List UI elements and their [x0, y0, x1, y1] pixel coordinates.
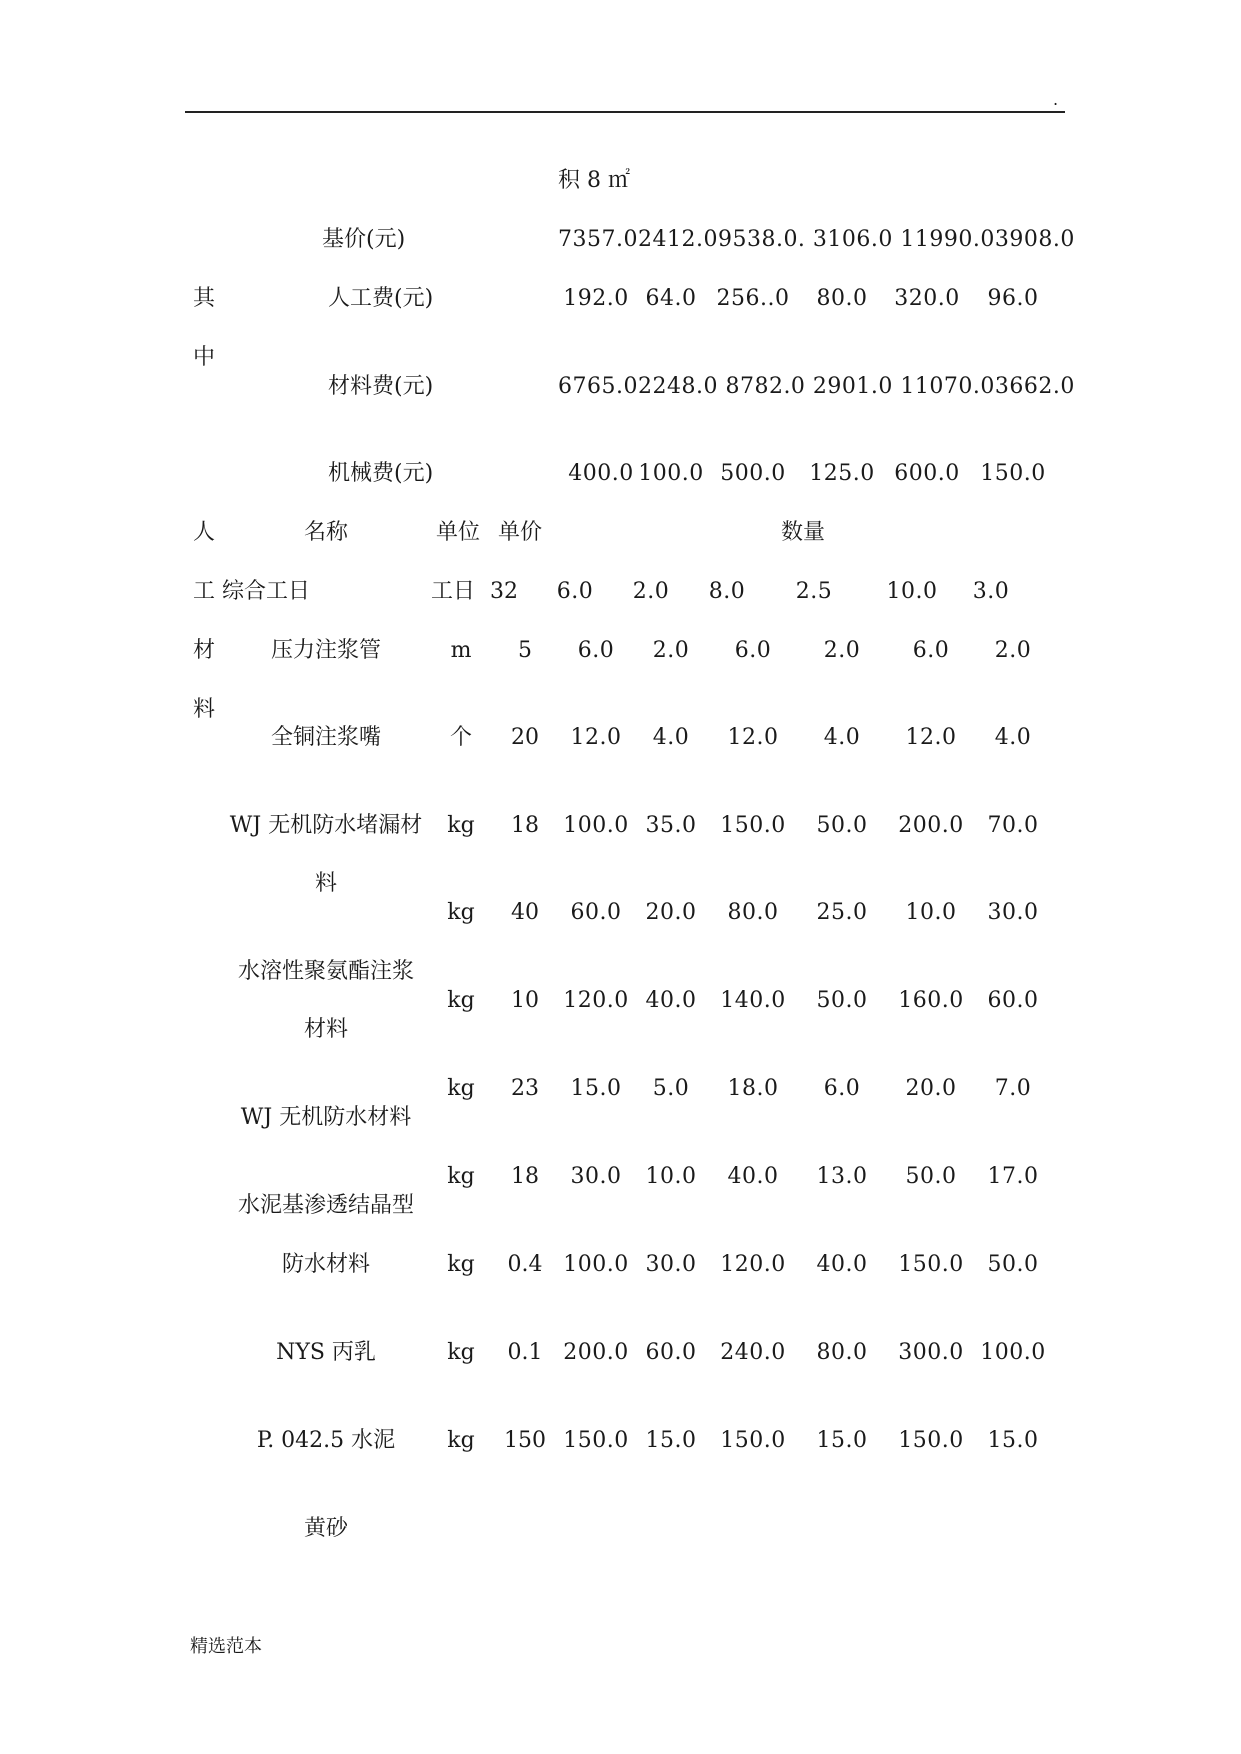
material-name: WJ 无机防水堵漏材: [229, 813, 423, 838]
gong-char: 工: [193, 579, 216, 604]
machine-cost-value: 100.0: [638, 461, 704, 486]
material-value: 4.0: [994, 725, 1032, 750]
base-price-label: 基价(元): [322, 227, 406, 252]
labor-cost-value: 80.0: [816, 286, 868, 311]
material-value: 200.0: [898, 813, 964, 838]
material-price: 0.1: [507, 1340, 543, 1365]
material-name-cont: 材料: [303, 1017, 349, 1042]
machine-cost-value: 600.0: [894, 461, 960, 486]
labor-row-value: 10.0: [886, 579, 938, 604]
material-value: 30.0: [645, 1252, 697, 1277]
labor-row-value: 2.0: [632, 579, 670, 604]
material-price: 5: [518, 638, 532, 663]
material-value: 150.0: [898, 1252, 964, 1277]
labor-row-unit: 工日: [431, 579, 476, 604]
material-value: 60.0: [645, 1340, 697, 1365]
material-value: 12.0: [905, 725, 957, 750]
material-name: WJ 无机防水材料: [240, 1105, 412, 1130]
material-unit: kg: [447, 900, 475, 925]
column-header-price: 单价: [498, 520, 543, 545]
labor-row-value: 3.0: [972, 579, 1010, 604]
material-value: 17.0: [987, 1164, 1039, 1189]
base-price-values: 7357.02412.09538.0. 3106.0 11990.03908.0: [558, 227, 1075, 252]
material-value: 6.0: [823, 1076, 861, 1101]
labor-row-value: 8.0: [708, 579, 746, 604]
material-price: 40: [511, 900, 539, 925]
labor-cost-value: 96.0: [987, 286, 1039, 311]
labor-row-value: 2.5: [795, 579, 833, 604]
material-value: 80.0: [816, 1340, 868, 1365]
material-value: 120.0: [720, 1252, 786, 1277]
column-header-name: 名称: [304, 520, 349, 545]
material-name: NYS 丙乳: [276, 1340, 376, 1365]
material-value: 100.0: [980, 1340, 1046, 1365]
labor-cost-value: 320.0: [894, 286, 960, 311]
material-value: 6.0: [912, 638, 950, 663]
material-unit: kg: [447, 1252, 475, 1277]
material-cost-values: 6765.02248.0 8782.0 2901.0 11070.03662.0: [558, 374, 1075, 399]
material-value: 150.0: [720, 813, 786, 838]
material-value: 60.0: [987, 988, 1039, 1013]
material-value: 40.0: [816, 1252, 868, 1277]
material-value: 40.0: [645, 988, 697, 1013]
material-price: 10: [511, 988, 539, 1013]
qizhong-char-2: 中: [193, 345, 216, 370]
material-value: 240.0: [720, 1340, 786, 1365]
material-price: 150: [504, 1428, 546, 1453]
material-value: 4.0: [823, 725, 861, 750]
labor-cost-label: 人工费(元): [328, 286, 434, 311]
material-value: 2.0: [994, 638, 1032, 663]
material-name: P. 042.5 水泥: [256, 1428, 396, 1453]
machine-cost-value: 400.0: [568, 461, 634, 486]
material-value: 12.0: [570, 725, 622, 750]
material-value: 2.0: [823, 638, 861, 663]
material-name-cont: 料: [314, 871, 338, 896]
material-value: 160.0: [898, 988, 964, 1013]
machine-cost-value: 150.0: [980, 461, 1046, 486]
area-line: 积 8 ㎡: [558, 168, 630, 193]
material-unit: 个: [449, 725, 473, 750]
material-name: 水溶性聚氨酯注浆: [237, 959, 415, 984]
material-value: 20.0: [905, 1076, 957, 1101]
material-value: 300.0: [898, 1340, 964, 1365]
material-value: 100.0: [563, 1252, 629, 1277]
material-value: 120.0: [563, 988, 629, 1013]
machine-cost-value: 500.0: [720, 461, 786, 486]
labor-cost-value: 256..0: [716, 286, 790, 311]
material-value: 140.0: [720, 988, 786, 1013]
material-value: 30.0: [987, 900, 1039, 925]
labor-row-value: 6.0: [556, 579, 594, 604]
material-name: 全铜注浆嘴: [270, 725, 382, 750]
material-value: 50.0: [905, 1164, 957, 1189]
material-value: 35.0: [645, 813, 697, 838]
material-value: 200.0: [563, 1340, 629, 1365]
material-value: 150.0: [898, 1428, 964, 1453]
material-value: 50.0: [816, 813, 868, 838]
material-value: 6.0: [577, 638, 615, 663]
column-header-quantity: 数量: [781, 520, 826, 545]
material-unit: kg: [447, 813, 475, 838]
material-unit: m: [450, 638, 472, 663]
material-value: 30.0: [570, 1164, 622, 1189]
material-price: 23: [511, 1076, 539, 1101]
material-value: 50.0: [987, 1252, 1039, 1277]
material-value: 20.0: [645, 900, 697, 925]
material-value: 60.0: [570, 900, 622, 925]
cai-char: 材: [193, 638, 216, 663]
material-price: 20: [511, 725, 539, 750]
material-unit: kg: [447, 1164, 475, 1189]
material-unit: kg: [447, 1428, 475, 1453]
material-value: 2.0: [652, 638, 690, 663]
labor-cost-value: 64.0: [645, 286, 697, 311]
material-value: 12.0: [727, 725, 779, 750]
material-value: 10.0: [645, 1164, 697, 1189]
material-unit: kg: [447, 988, 475, 1013]
material-price: 0.4: [507, 1252, 543, 1277]
header-rule: [185, 111, 1065, 113]
labor-cost-value: 192.0: [563, 286, 629, 311]
material-value: 15.0: [570, 1076, 622, 1101]
material-name: 压力注浆管: [270, 638, 382, 663]
material-value: 100.0: [563, 813, 629, 838]
material-value: 150.0: [563, 1428, 629, 1453]
material-name: 防水材料: [281, 1252, 371, 1277]
material-value: 150.0: [720, 1428, 786, 1453]
material-name: 黄砂: [303, 1516, 349, 1541]
material-value: 40.0: [727, 1164, 779, 1189]
material-value: 5.0: [652, 1076, 690, 1101]
material-value: 7.0: [994, 1076, 1032, 1101]
material-cost-label: 材料费(元): [328, 374, 434, 399]
material-value: 18.0: [727, 1076, 779, 1101]
material-value: 70.0: [987, 813, 1039, 838]
footer-text: 精选范本: [190, 1636, 262, 1657]
material-value: 50.0: [816, 988, 868, 1013]
material-value: 13.0: [816, 1164, 868, 1189]
material-value: 80.0: [727, 900, 779, 925]
material-value: 25.0: [816, 900, 868, 925]
liao-char: 料: [193, 697, 216, 722]
machine-cost-value: 125.0: [809, 461, 875, 486]
ren-char: 人: [193, 520, 216, 545]
material-name: 水泥基渗透结晶型: [237, 1193, 415, 1218]
material-value: 15.0: [816, 1428, 868, 1453]
column-header-unit: 单位: [436, 520, 481, 545]
qizhong-char-1: 其: [193, 286, 216, 311]
material-value: 15.0: [645, 1428, 697, 1453]
material-unit: kg: [447, 1076, 475, 1101]
material-price: 18: [511, 813, 539, 838]
labor-row-price: 32: [490, 579, 518, 604]
material-value: 15.0: [987, 1428, 1039, 1453]
material-value: 4.0: [652, 725, 690, 750]
labor-row-name: 综合工日: [222, 579, 311, 604]
material-value: 6.0: [734, 638, 772, 663]
material-value: 10.0: [905, 900, 957, 925]
machine-cost-label: 机械费(元): [328, 461, 434, 486]
material-unit: kg: [447, 1340, 475, 1365]
material-price: 18: [511, 1164, 539, 1189]
header-dot: .: [1053, 90, 1059, 109]
